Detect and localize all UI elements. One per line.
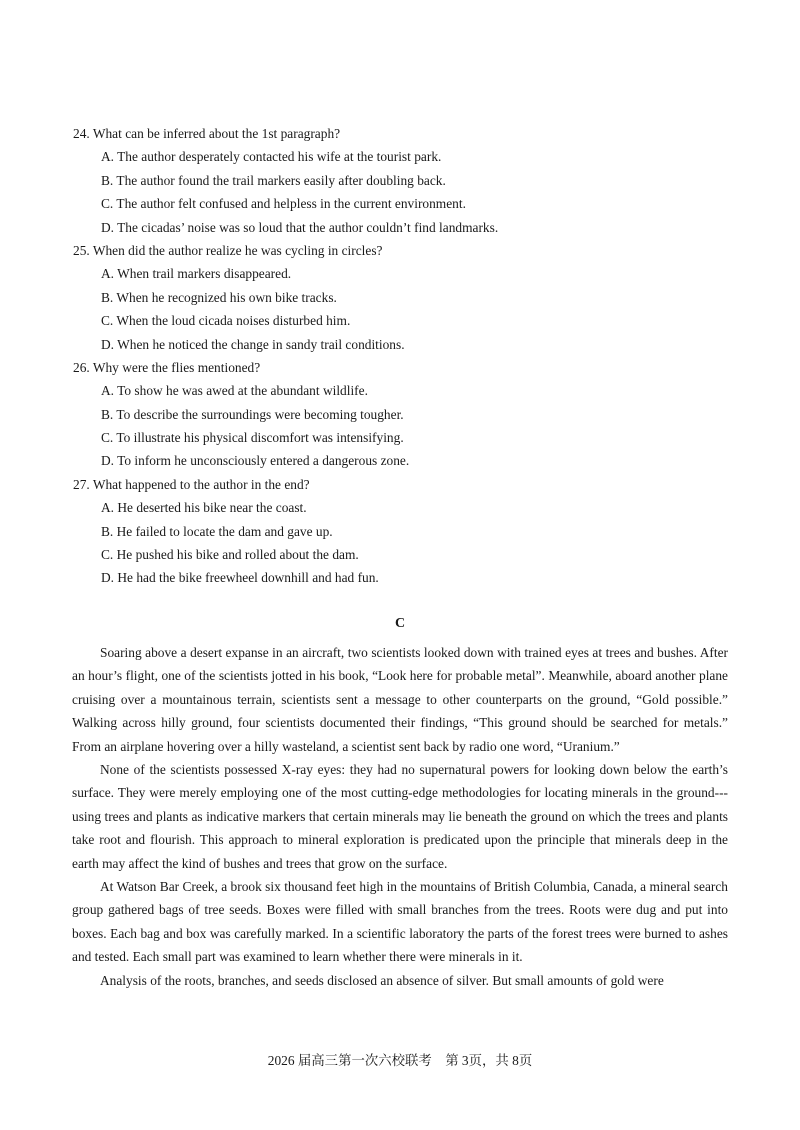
option-d: D. He had the bike freewheel downhill and had fun. bbox=[101, 570, 379, 586]
option-c: C. The author felt confused and helpless in the current environment. bbox=[101, 196, 466, 212]
section-heading: C bbox=[394, 616, 406, 631]
question-26 bbox=[73, 356, 753, 473]
option-a: A. He deserted his bike near the coast. bbox=[101, 500, 307, 516]
question-list bbox=[73, 122, 753, 590]
option-d: D. To inform he unconsciously entered a dangerous zone. bbox=[101, 453, 410, 469]
option-d: D. The cicadas’ noise was so loud that the author couldn’t find landmarks. bbox=[101, 219, 499, 235]
option-a: A. To show he was awed at the abundant wildlife. bbox=[101, 383, 368, 399]
passage-paragraph: None of the scientists possessed X-ray eyes: they had no supernatural powers for looking down below the earth’s surface. They were merely employing one of the most cutting-edge methodologies for locating minerals in the ground---using trees and plants as indicative markers that certain minerals may lie beneath the ground on which the trees and plants take root and flourish. This approach to mineral exploration is predicated upon the principle that minerals deep in the earth may affect the kind of bushes and trees that grow on the surface. bbox=[72, 762, 728, 871]
question-25 bbox=[73, 239, 753, 356]
option-b: B. To describe the surroundings were becoming tougher. bbox=[101, 406, 404, 422]
page-footer: 2026 届高三第一次六校联考 第 3页，共 8页 bbox=[267, 1053, 533, 1068]
option-c: C. He pushed his bike and rolled about the dam. bbox=[101, 547, 359, 563]
question-27 bbox=[73, 473, 753, 590]
question-24 bbox=[73, 122, 753, 239]
option-d: D. When he noticed the change in sandy trail conditions. bbox=[101, 336, 405, 352]
passage-paragraph: Soaring above a desert expanse in an aircraft, two scientists looked down with trained eyes at trees and bushes. After an hour’s flight, one of the scientists jotted in his book, “Look here for probable metal”. Meanwhile, aboard another plane cruising over a mountainous terrain, scientists sent a message to other counterparts on the ground, “Gold possible.” Walking across hilly ground, four scientists documented their findings, “This ground should be searched for metals.” From an airplane hovering over a hilly wasteland, a scientist sent back by radio one word, “Uranium.” bbox=[72, 645, 728, 754]
passage-paragraph: Analysis of the roots, branches, and seeds disclosed an absence of silver. But small amounts of gold were bbox=[100, 972, 664, 988]
option-b: B. He failed to locate the dam and gave up. bbox=[101, 523, 333, 539]
question-stem: 26. Why were the flies mentioned? bbox=[73, 359, 261, 375]
option-b: B. When he recognized his own bike tracks. bbox=[101, 289, 337, 305]
question-stem: 25. When did the author realize he was cycling in circles? bbox=[73, 242, 383, 258]
question-stem: 24. What can be inferred about the 1st paragraph? bbox=[73, 126, 341, 141]
option-a: A. When trail markers disappeared. bbox=[101, 266, 292, 282]
option-c: C. When the loud cicada noises disturbed him. bbox=[101, 313, 351, 329]
reading-passage bbox=[72, 641, 728, 992]
option-a: A. The author desperately contacted his wife at the tourist park. bbox=[101, 149, 442, 165]
question-stem: 27. What happened to the author in the end? bbox=[73, 476, 310, 492]
option-c: C. To illustrate his physical discomfort was intensifying. bbox=[101, 430, 404, 446]
passage-paragraph: At Watson Bar Creek, a brook six thousand feet high in the mountains of British Columbia, Canada, a mineral search group gathered bags of tree seeds. Boxes were filled with small branches from the trees. Roots were dug and put into boxes. Each bag and box was carefully marked. In a scientific laboratory the parts of the forest trees were burned to ashes and tested. Each small part was examined to learn whether there were minerals in it. bbox=[72, 879, 728, 965]
option-b: B. The author found the trail markers easily after doubling back. bbox=[101, 172, 446, 188]
